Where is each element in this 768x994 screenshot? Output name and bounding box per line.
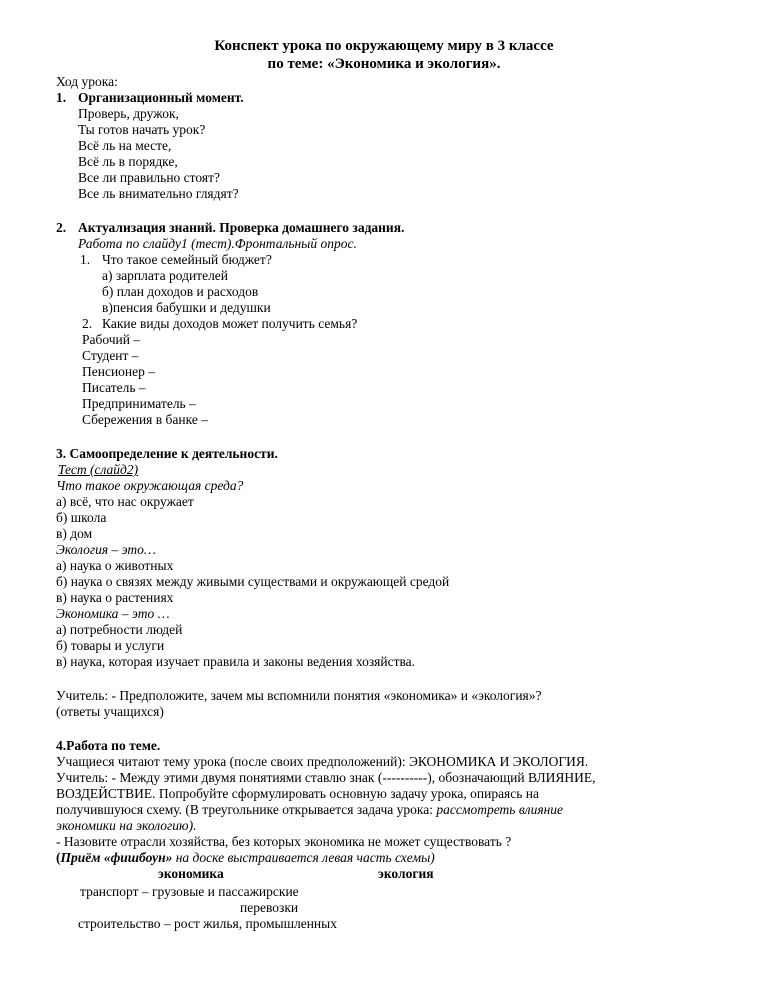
lesson-goal-text: рассмотреть влияние	[436, 802, 564, 817]
income-item: Писатель –	[82, 380, 146, 395]
work-description: Работа по слайду1 (тест).Фронтальный опрос.	[78, 236, 357, 251]
section-2-heading: Актуализация знаний. Проверка домашнего задания.	[78, 220, 405, 235]
column-economy: экономика	[158, 866, 224, 881]
fishbone-method-label: Приём «фишбоун»	[60, 850, 173, 865]
income-item: Студент –	[82, 348, 139, 363]
question-number: 1.	[80, 252, 91, 267]
poem-line: Всё ль на месте,	[78, 138, 172, 153]
fishbone-item: перевозки	[240, 900, 299, 915]
answer-option: а) наука о животных	[56, 558, 174, 573]
lesson-goal-text: экономики на экологию).	[56, 818, 197, 833]
poem-line: Все ль внимательно глядят?	[78, 186, 239, 201]
course-label: Ход урока:	[56, 74, 118, 89]
column-ecology: экология	[378, 866, 434, 881]
document-title-line-1: Конспект урока по окружающему миру в 3 классе	[214, 38, 554, 54]
poem-line: Всё ль в порядке,	[78, 154, 178, 169]
paren-open: (	[56, 850, 61, 865]
fishbone-item: транспорт – грузовые и пассажирские	[80, 884, 299, 899]
poem-line: Все ли правильно стоят?	[78, 170, 220, 185]
paragraph-line: ВОЗДЕЙСТВИЕ. Попробуйте сформулировать основную задачу урока, опираясь на	[56, 786, 540, 801]
income-item: Предприниматель –	[82, 396, 196, 411]
question-text: Что такое семейный бюджет?	[102, 252, 272, 267]
section-1-heading: Организационный момент.	[78, 90, 244, 105]
section-3-heading: 3. Самоопределение к деятельности.	[56, 446, 278, 461]
section-4-heading: 4.Работа по теме.	[56, 738, 161, 753]
paragraph-line	[56, 802, 563, 818]
document-title-line-2: по теме: «Экономика и экология».	[267, 56, 501, 72]
answer-option: в) наука о растениях	[56, 590, 174, 605]
answer-option: а) всё, что нас окружает	[56, 494, 194, 509]
answer-option: б) школа	[56, 510, 107, 525]
question-number: 2.	[82, 316, 93, 331]
teacher-question: Учитель: - Предположите, зачем мы вспомнили понятия «экономика» и «экология»?	[56, 688, 542, 703]
paragraph-line: - Назовите отрасли хозяйства, без которых экономика не может существовать ?	[56, 834, 512, 849]
fishbone-item: строительство – рост жилья, промышленных	[78, 916, 337, 931]
test-question: Экономика – это …	[56, 606, 170, 621]
question-text: Какие виды доходов может получить семья?	[102, 316, 358, 331]
section-1-number: 1.	[56, 90, 67, 105]
income-item: Сбережения в банке –	[82, 412, 208, 427]
answer-option: в)пенсия бабушки и дедушки	[102, 300, 271, 315]
test-question: Экология – это…	[56, 542, 156, 557]
paragraph-line: Учащиеся читают тему урока (после своих предположений): ЭКОНОМИКА И ЭКОЛОГИЯ.	[56, 754, 589, 769]
paragraph-line	[56, 850, 435, 866]
income-item: Рабочий –	[82, 332, 141, 347]
paragraph-text: получившуюся схему. (В треугольнике открывается задача урока:	[56, 802, 437, 817]
answer-option: б) товары и услуги	[56, 638, 165, 653]
answer-option: в) дом	[56, 526, 93, 541]
income-item: Пенсионер –	[82, 364, 156, 379]
poem-line: Проверь, дружок,	[78, 106, 179, 121]
test-question: Что такое окружающая среда?	[56, 478, 244, 493]
test-slide-label: Тест (слайд2)	[58, 462, 139, 477]
answer-option: а) потребности людей	[56, 622, 183, 637]
paragraph-line: Учитель: - Между этими двумя понятиями ставлю знак (----------), обозначающий ВЛИЯНИЕ,	[56, 770, 596, 785]
poem-line: Ты готов начать урок?	[78, 122, 206, 137]
student-answers-note: (ответы учащихся)	[56, 704, 164, 719]
answer-option: в) наука, которая изучает правила и законы ведения хозяйства.	[56, 654, 416, 669]
paragraph-text: на доске выстраивается левая часть схемы)	[172, 850, 435, 865]
answer-option: б) план доходов и расходов	[102, 284, 259, 299]
section-2-number: 2.	[56, 220, 67, 235]
answer-option: а) зарплата родителей	[102, 268, 229, 283]
answer-option: б) наука о связях между живыми существами и окружающей средой	[56, 574, 450, 589]
